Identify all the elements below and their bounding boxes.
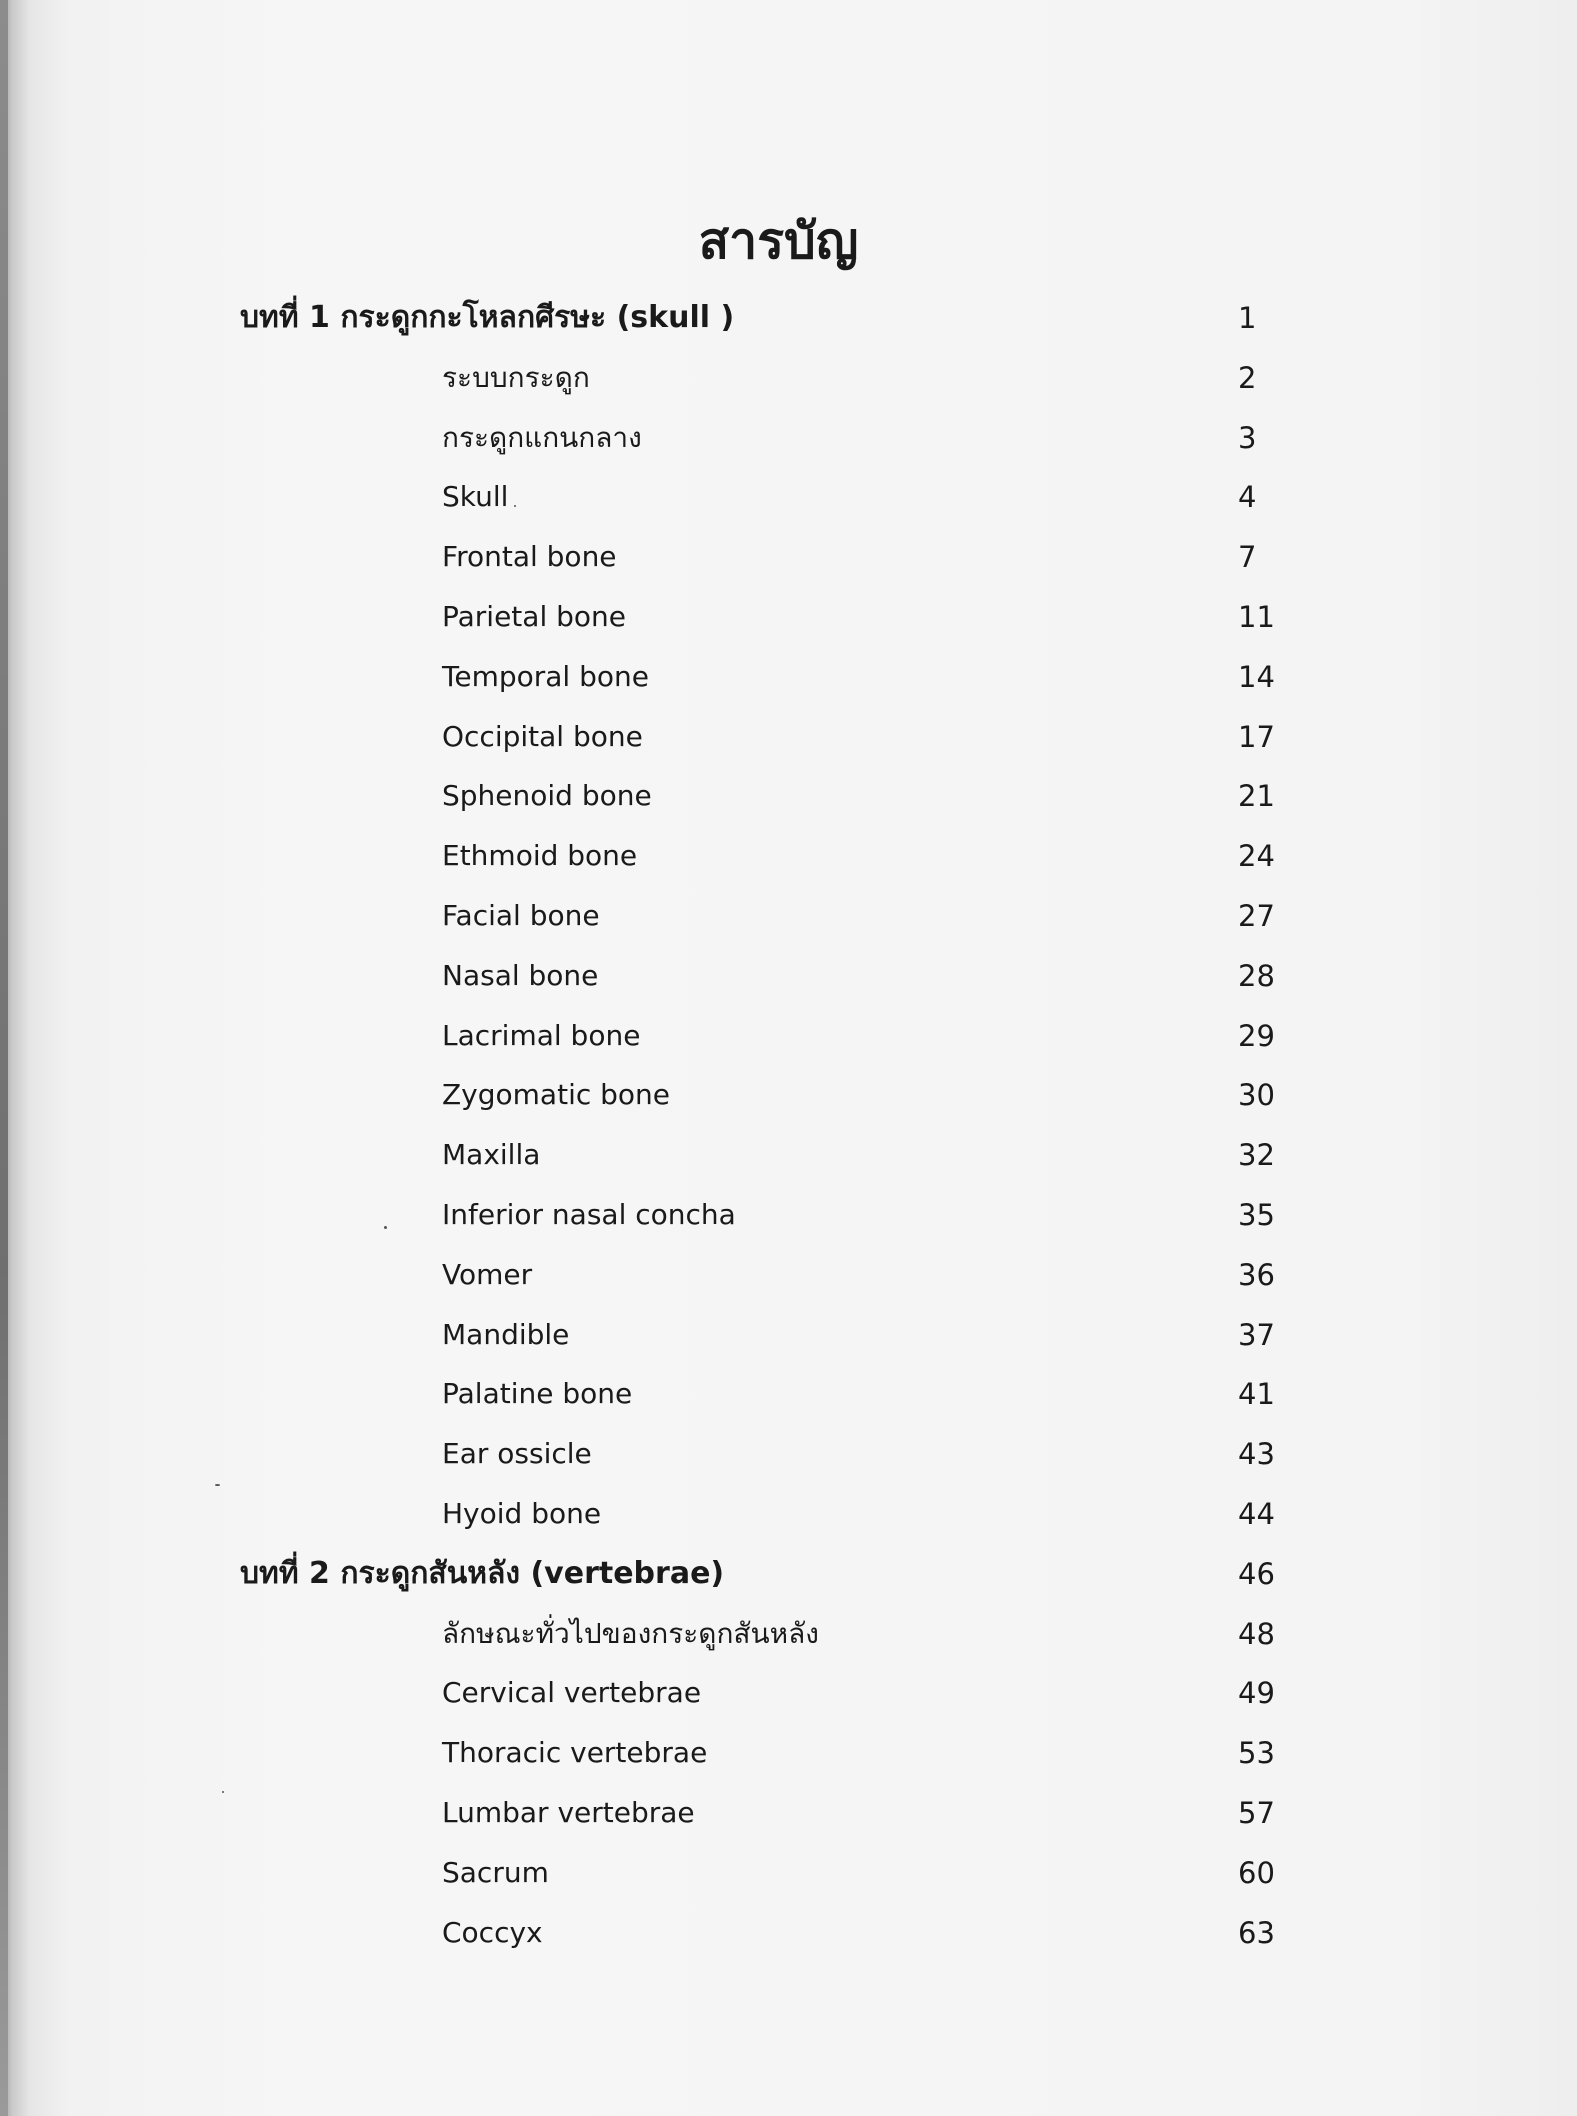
toc-entry-row <box>0 888 1577 944</box>
toc-entry-row <box>0 1486 1577 1542</box>
toc-page-number: 41 <box>1238 1377 1275 1412</box>
toc-entry-row <box>0 410 1577 466</box>
toc-entry-row <box>0 828 1577 884</box>
toc-entry-row <box>0 1665 1577 1721</box>
toc-entry-title: Temporal bone <box>442 659 649 693</box>
toc-entry-title: Occipital bone <box>442 719 643 753</box>
toc-entry-row <box>0 1606 1577 1662</box>
scan-speck <box>514 505 516 507</box>
toc-entry-title: ระบบกระดูก <box>442 360 590 394</box>
toc-page-number: 44 <box>1238 1497 1275 1531</box>
page-title-text: สารบัญ <box>698 212 859 270</box>
toc-page-number: 49 <box>1238 1676 1275 1711</box>
toc-page-number: 46 <box>1238 1556 1275 1591</box>
toc-entry-title: Parietal bone <box>442 600 626 633</box>
toc-page-number: 17 <box>1238 719 1275 754</box>
toc-entry-title: Thoracic vertebrae <box>442 1736 708 1770</box>
toc-entry-title: Ethmoid bone <box>442 839 638 873</box>
toc-page-number: 30 <box>1238 1078 1275 1113</box>
toc-page-number: 32 <box>1238 1138 1275 1173</box>
toc-entry-title: Inferior nasal concha <box>442 1198 736 1231</box>
page-title <box>0 206 1577 276</box>
toc-page-number: 37 <box>1238 1317 1275 1352</box>
toc-entry-title: Lumbar vertebrae <box>442 1796 695 1829</box>
toc-entry-title: Nasal bone <box>442 958 599 992</box>
toc-entry-title: Zygomatic bone <box>442 1078 671 1112</box>
toc-page-number: 60 <box>1238 1855 1275 1890</box>
toc-chapter-row <box>0 1546 1577 1602</box>
toc-page-number: 29 <box>1238 1018 1275 1053</box>
toc-chapter-title: บทที่ 2 กระดูกสันหลัง (vertebrae) <box>240 1555 725 1591</box>
toc-entry-row <box>0 589 1577 645</box>
toc-entry-row <box>0 1725 1577 1781</box>
toc-page-number: 7 <box>1238 540 1257 575</box>
toc-entry-row <box>0 1426 1577 1482</box>
toc-entry-row <box>0 1008 1577 1064</box>
toc-entry-title: Facial bone <box>442 899 600 932</box>
toc-page-number: 3 <box>1238 420 1257 455</box>
toc-entry-row <box>0 1785 1577 1841</box>
toc-entry-title: Coccyx <box>442 1915 543 1949</box>
toc-entry-row <box>0 1067 1577 1123</box>
toc-entry-row <box>0 350 1577 406</box>
toc-entry-row <box>0 1845 1577 1901</box>
toc-entry-title: Vomer <box>442 1257 533 1291</box>
toc-page-number: 53 <box>1238 1736 1275 1771</box>
scan-speck <box>384 1226 387 1229</box>
toc-page-number: 63 <box>1238 1915 1275 1950</box>
scan-speck <box>215 1484 220 1486</box>
toc-entry-title: Lacrimal bone <box>442 1018 641 1052</box>
toc-entry-title: Sphenoid bone <box>442 779 652 813</box>
toc-entry-row <box>0 1247 1577 1303</box>
toc-entry-row <box>0 709 1577 765</box>
toc-entry-title: Ear ossicle <box>442 1437 592 1471</box>
toc-entry-row <box>0 768 1577 824</box>
toc-entry-title: กระดูกแกนกลาง <box>442 420 642 454</box>
toc-page-number: 21 <box>1238 779 1275 814</box>
toc-entry-title: Skull <box>442 480 509 514</box>
toc-page-number: 1 <box>1238 301 1257 335</box>
toc-entry-row <box>0 649 1577 705</box>
toc-page-number: 2 <box>1238 360 1257 395</box>
toc-chapter-title: บทที่ 1 กระดูกกะโหลกศีรษะ (skull ) <box>240 300 735 335</box>
toc-page-number: 36 <box>1238 1257 1275 1292</box>
toc-entry-row <box>0 529 1577 585</box>
toc-entry-row <box>0 1307 1577 1363</box>
toc-page-number: 27 <box>1238 899 1275 933</box>
toc-entry-title: Cervical vertebrae <box>442 1676 702 1710</box>
toc-entry-row <box>0 1127 1577 1183</box>
toc-page-number: 28 <box>1238 958 1275 993</box>
toc-page-number: 48 <box>1238 1616 1275 1651</box>
toc-entry-row <box>0 469 1577 525</box>
toc-entry-title: Palatine bone <box>442 1377 633 1411</box>
toc-page-number: 11 <box>1238 600 1275 634</box>
toc-page-number: 24 <box>1238 839 1275 874</box>
scan-speck <box>222 1791 224 1793</box>
toc-page-number: 57 <box>1238 1796 1275 1830</box>
toc-entry-title: ลักษณะทั่วไปของกระดูกสันหลัง <box>442 1616 819 1650</box>
toc-entry-title: Mandible <box>442 1317 570 1351</box>
toc-entry-row <box>0 1366 1577 1422</box>
toc-entry-row <box>0 1905 1577 1961</box>
toc-entry-title: Sacrum <box>442 1855 549 1889</box>
toc-chapter-row <box>0 290 1577 346</box>
toc-entry-row <box>0 948 1577 1004</box>
toc-page-number: 14 <box>1238 659 1275 694</box>
toc-entry-title: Frontal bone <box>442 540 617 574</box>
toc-entry-row <box>0 1187 1577 1243</box>
toc-page-number: 43 <box>1238 1437 1275 1472</box>
toc-entry-title: Hyoid bone <box>442 1497 602 1530</box>
toc-entry-title: Maxilla <box>442 1138 541 1172</box>
toc-page-number: 35 <box>1238 1198 1275 1232</box>
toc-page-number: 4 <box>1238 480 1257 515</box>
